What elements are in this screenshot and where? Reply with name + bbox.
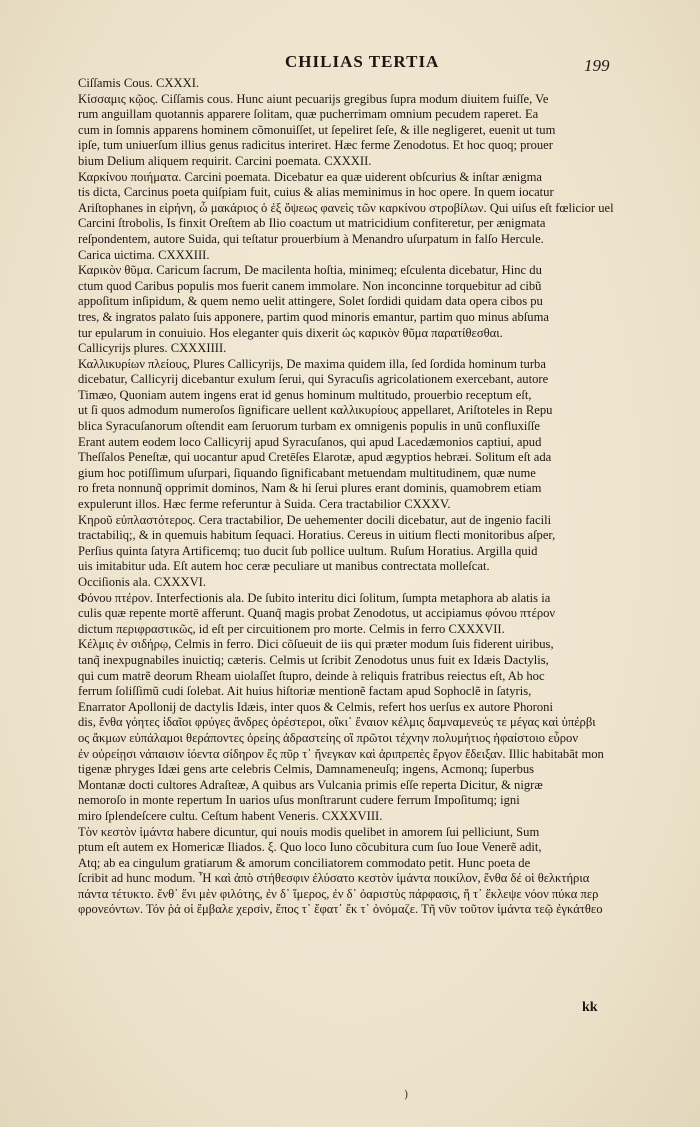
text-block — [78, 76, 664, 918]
text-line: Κέλμις ἐν σιδήρῳ, Celmis in ferro. Dici cõſueuit de iis qui præter modum ſuis fiderent uiribus, — [78, 637, 554, 652]
text-line: gium hoc potiſſimum uſurpari, ſiquando ſignificabant metuendam multitudinem, quæ nume — [78, 465, 536, 480]
text-line: ipſe, tum uniuerſum illius genus radicitus interiret. Hæc ferme Zenodotus. Et hoc quoq; prouer — [78, 138, 553, 153]
text-line: Enarrator Apollonij de dactylis Idæis, inter quos & Celmis, refert hos uerſus ex autore Phoroni — [78, 699, 553, 714]
text-line: reſpondentem, autore Suida, qui teſtatur prouerbium à Menandro uſurpatum in falſo Hercule. — [78, 231, 544, 246]
text-line: miro ſplendeſcere cultu. Ceſtum habent Veneris. CXXXVIII. — [78, 808, 383, 823]
text-line: Timæo, Quoniam autem ingens erat id genus hominum multitudo, prouerbio receptum eſt, — [78, 387, 532, 402]
text-line: ut ſi quos admodum numeroſos ſignificare uellent καλλικυρίους appellaret, Ariſtoteles in Repu — [78, 403, 553, 418]
text-line: Montanæ docti cultores Adraſteæ, A quibus ars Vulcania primis eſſe reperta Dicitur, & nigræ — [78, 777, 543, 792]
text-line: Theſſalos Peneſtæ, qui uocantur apud Cretēſes Elarotæ, apud ægyptios hebræi. Solitum eſt ada — [78, 450, 552, 465]
text-line: ος ἄκμων εὐπάλαμοι θεράποντες ὀρείης ἀδραστείης οἳ πρῶτοι τέχνην πολυμήτιος ἡφαίστοιο εὗρον — [78, 730, 579, 745]
text-line: ferrum ſoliſſimũ cudi ſolebat. Ait huius hiſtoriæ mentionẽ factam apud Sophoclẽ in ſatyris, — [78, 684, 532, 699]
text-line: dictum περιφραστικῶς, id eſt per circuitionem pro morte. Celmis in ferro CXXXVII. — [78, 621, 505, 636]
text-line: ro freta nonnunq̃ opprimit dominos, Nam & hi ſerui plures erant dominis, quamobrem etiam — [78, 481, 542, 496]
text-line: dicebatur, Callicyrij dicebantur exulum ſerui, qui Syracuſis agricolationem exercebant, autore — [78, 372, 549, 387]
text-line: Carcini ſtrobolis, Is finxit Oreſtem ab Ilio coactum ut matricidium confiteretur, per ænigmata — [78, 216, 546, 231]
text-line: uis imitabitur uda. Eſt autem hoc ceræ peculiare ut manibus contrectata molleſcat. — [78, 559, 490, 574]
text-line: rum anguillam quotannis apparere ſolitam, quæ pucherrimam omnium pecudem raperet. Ea — [78, 107, 539, 122]
text-line: ctum quod Caribus populis mos fuerit canem immolare. Non inconcinne torquebitur ad cibũ — [78, 278, 542, 293]
text-line: qui cum matrẽ deorum Rheam uiolaſſet ſtupro, deinde à reliquis fratribus reiectus eſt, Ab hoc — [78, 668, 545, 683]
text-line: bium Delium aliquem requirit. Carcini poemata. CXXXII. — [78, 153, 372, 168]
text-line: Καρικὸν θῦμα. Caricum ſacrum, De macilenta hoſtia, minimeq; eſculenta dicebatur, Hinc du — [78, 263, 542, 278]
signature-mark: kk — [582, 1000, 598, 1015]
text-line: tanq̃ inexpugnabiles inuictiq; cæteris. Celmis ut ſcribit Zenodotus unus fuit ex Idæis Dactylis, — [78, 652, 549, 667]
text-line: Φόνου πτέρον. Interfectionis ala. De ſubito interitu dici ſolitum, ſumpta metaphora ab alatis ia — [78, 590, 551, 605]
text-line: Carica uictima. CXXXIII. — [78, 247, 210, 262]
text-line: expulerunt illos. Hæc ferme referuntur à Suida. Cera tractabilior CXXXV. — [78, 497, 451, 512]
text-line: blica Syracuſanorum oſtendit eam ſeruorum turbam ex omnigenis populis in unũ confluxiſſe — [78, 419, 541, 434]
text-line: Κίσσαμις κῷος. Ciſſamis cous. Hunc aiunt pecuarijs gregibus ſupra modum diuitem fuiſſe, Ve — [78, 91, 549, 106]
text-line: tis dicta, Carcinus poeta quiſpiam fuit, cuius & alias meminimus in hoc opere. In quem iocatur — [78, 185, 554, 200]
text-line: tres, & ingratos palato ſuis apponere, partim quod minoris emantur, partim quo minus abſuma — [78, 309, 549, 324]
text-line: cum in ſomnis apparens hominem cõmonuiſſet, ut ſepeliret ſeſe, & ille negligeret, euenit ut tum — [78, 122, 556, 137]
text-line: appoſitum inſipidum, & quem nemo uelit attingere, Solet ſordidi quidam data opera cibos pu — [78, 294, 543, 309]
text-line: Ariſtophanes in εἰρήνη, ὦ μακάριος ὁ ἐξ ὄψεως φανεὶς τῶν καρκίνου στροβίλων. Qui uiſus eſt fœlicior uel — [78, 200, 614, 215]
text-line: Erant autem eodem loco Callicyrij apud Syracuſanos, qui apud Lacedæmonios captiui, apud — [78, 434, 542, 449]
text-line: Atq; ab ea cingulum gratiarum & amorum conciliatorem commodato petit. Hunc poeta de — [78, 855, 531, 870]
text-line: Callicyrijs plures. CXXXIIII. — [78, 341, 227, 356]
text-line: ſcribit ad hunc modum. Ἦ καὶ ἀπὸ στήθεσφιν ἐλύσατο κεστὸν ἱμάντα ποικίλον, ἔνθα δέ οἱ θελκτήρια — [78, 871, 590, 886]
text-line: Perſius quinta ſatyra Artificemq; tuo ducit ſub pollice uultum. Ruſum Horatius. Argilla quid — [78, 543, 538, 558]
text-line: ἐν οὐρείῃσι νάπαισιν ἰόεντα σίδηρον ἔς πῦρ τ᾽ ἤνεγκαν καὶ ἀριπρεπὲς ἔργον ἔδειξαν. Illic habitabãt mon — [78, 746, 604, 761]
text-line: Τὸν κεστὸν ἱμάντα habere dicuntur, qui nouis modis quelibet in amorem ſui pelliciunt, Sum — [78, 824, 540, 839]
text-line: ptum eſt autem ex Homericæ Iliados. ξ. Quo loco Iuno cõcubitura cum ſuo Ioue Venerẽ adit, — [78, 840, 542, 855]
text-line: πάντα τέτυκτο. ἔνθ᾽ ἔνι μὲν φιλότης, ἐν δ᾽ ἵμερος, ἐν δ᾽ ὀαριστὺς πάρφασις, ἥ τ᾽ ἔκλεψε νόον πύκα περ — [78, 886, 599, 901]
text-line: Καρκίνου ποιήματα. Carcini poemata. Dicebatur ea quæ uiderent obſcurius & inſtar ænigma — [78, 169, 542, 184]
text-line: Ciſſamis Cous. CXXXI. — [78, 76, 200, 90]
text-line: nemoroſo in monte repertum In uarios uſus monſtrarunt cudere ferrum Impoſitumq; igni — [78, 793, 520, 808]
text-line: Κηροῦ εὐπλαστότερος. Cera tractabilior, De uehementer docili dicebatur, aut de ingenio facili — [78, 512, 552, 527]
text-line: φρονεόντων. Τόν ῥά οἱ ἔμβαλε χερσὶν, ἔπος τ᾽ ἔφατ᾽ ἔκ τ᾽ ὀνόμαζε. Τῆ νῦν τοῦτον ἱμάντα τεῷ ἐγκάτθεο — [78, 902, 603, 917]
bottom-mark: ) — [404, 1088, 409, 1101]
text-line: tigenæ phryges Idæi gens arte celebris Celmis, Damnameneuſq; ingens, Acmonq; ſuperbus — [78, 762, 535, 777]
text-line: tractabiliq;, & in quemuis habitum ſequaci. Horatius. Cereus in uitium flecti monitoribus aſper, — [78, 528, 556, 543]
text-line: tur epularum in conuiuio. Hos eleganter quis dixerit ὡς καρικὸν θῦμα παρατίθεσθαι. — [78, 325, 503, 340]
page-number: 199 — [584, 56, 610, 75]
text-line: dis, ἔνθα γόητες ἰδαῖοι φρύγες ἄνδρες ὀρέστεροι, οἴκι᾽ ἔναιον κέλμις δαμναμενεύς τε μέγας καὶ ὑπέρβι — [78, 715, 596, 730]
text-line: Καλλικυρίων πλείους, Plures Callicyrijs, De maxima quidem illa, ſed ſordida hominum turba — [78, 356, 546, 371]
text-line: culis quæ repente mortē afferunt. Quanq̃ magis probat Zenodotus, ut accipiamus φόνου πτέρον — [78, 606, 556, 621]
text-line: Occiſionis ala. CXXXVI. — [78, 575, 207, 589]
running-head: CHILIAS TERTIA — [285, 52, 440, 71]
